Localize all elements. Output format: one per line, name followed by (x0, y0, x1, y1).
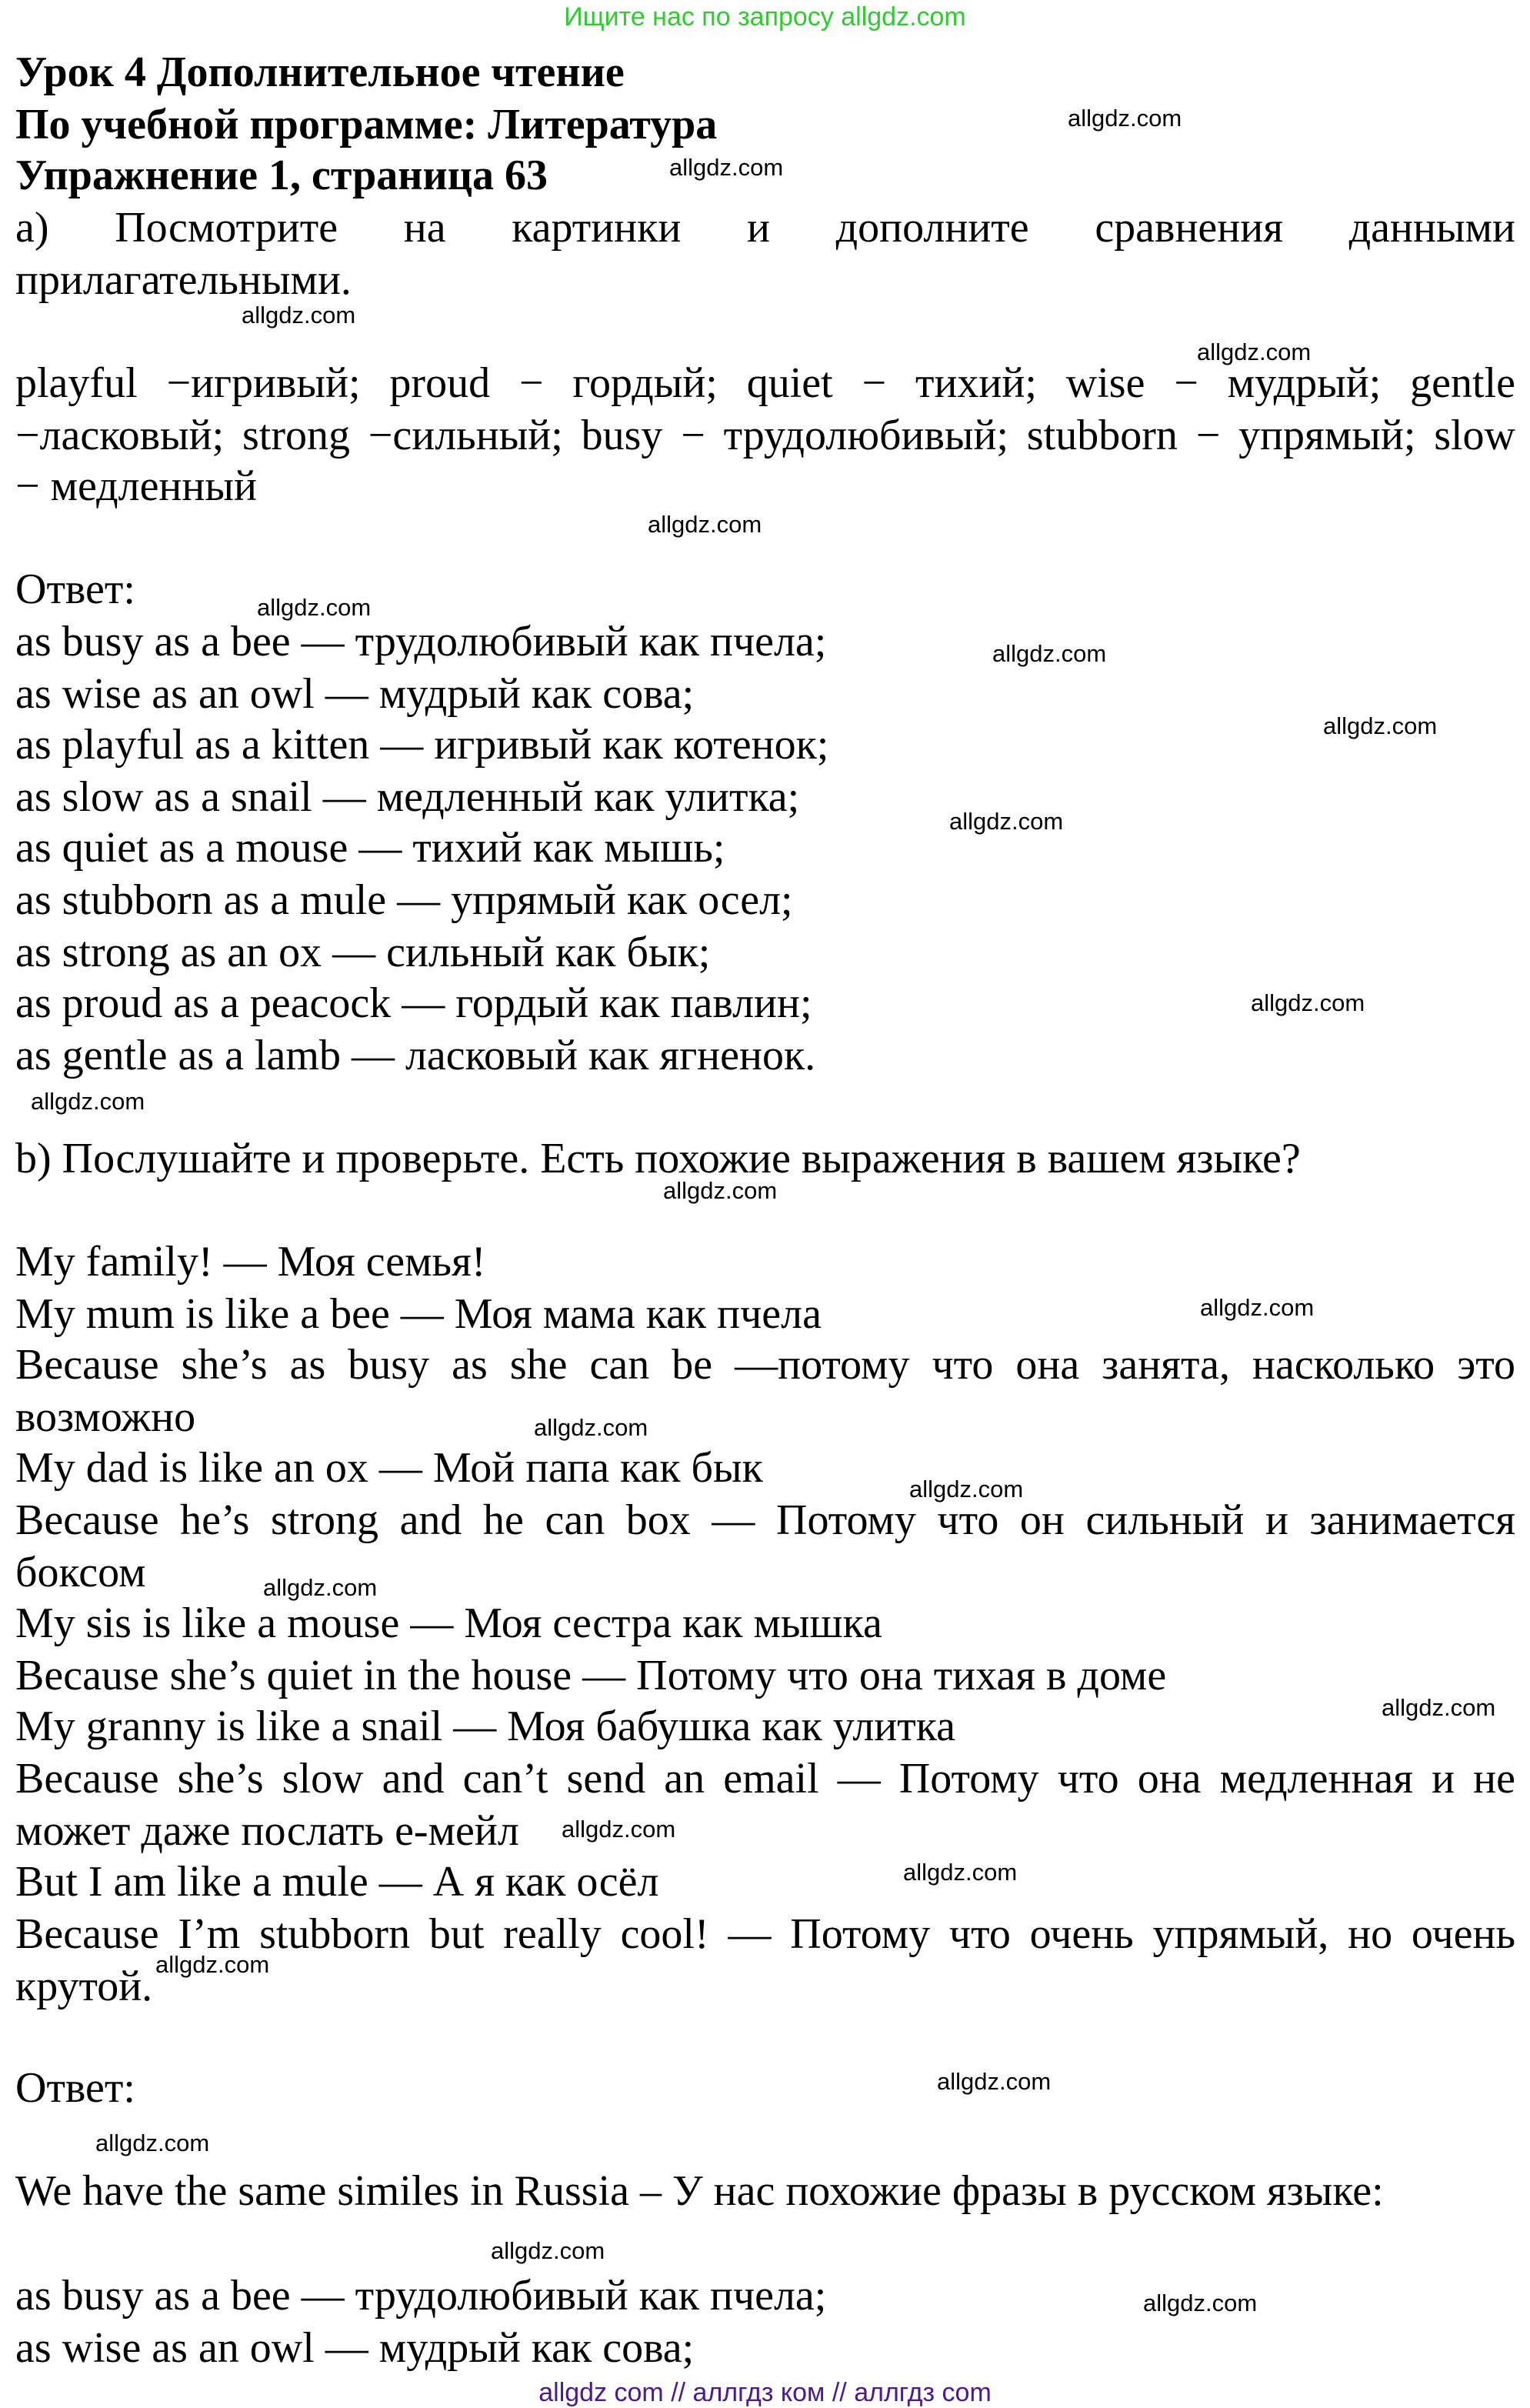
text-line: as strong as an ox — сильный как бык; (15, 929, 711, 976)
text-line: крутой. (15, 1963, 153, 2010)
watermark: allgdz.com (257, 594, 372, 621)
text-line: Because she’s as busy as she can be —потому что она занята, насколько это (15, 1341, 1515, 1389)
watermark: allgdz.com (1323, 712, 1438, 739)
text-line: My granny is like a snail — Моя бабушка как улитка (15, 1703, 955, 1750)
text-line: as slow as a snail — медленный как улитка; (15, 773, 800, 821)
text-line: as wise as an owl — мудрый как сова; (15, 670, 695, 718)
text-line: Because he’s strong and he can box — Потому что он сильный и занимается (15, 1496, 1515, 1544)
text-line: возможно (15, 1393, 196, 1441)
watermark: allgdz.com (903, 1859, 1018, 1886)
text-line: Because I’m stubborn but really cool! — Потому что очень упрямый, но очень (15, 1910, 1515, 1958)
text-line: We have the same similes in Russia – У нас похожие фразы в русском языке: (15, 2167, 1384, 2215)
text-line: as busy as a bee — трудолюбивый как пчела; (15, 618, 827, 665)
search-hint-link[interactable]: Ищите нас по запросу allgdz.com (564, 2, 966, 32)
text-line: as quiet as a mouse — тихий как мышь; (15, 824, 725, 872)
text-line: − медленный (15, 462, 257, 510)
text-line: −ласковый; strong −сильный; busy − трудолюбивый; stubborn − упрямый; slow (15, 412, 1515, 459)
watermark: allgdz.com (562, 1816, 676, 1843)
text-line: as wise as an owl — мудрый как сова; (15, 2324, 695, 2372)
watermark: allgdz.com (992, 640, 1107, 667)
watermark: allgdz.com (909, 1476, 1024, 1502)
watermark: allgdz.com (534, 1414, 648, 1441)
text-line: боксом (15, 1549, 146, 1596)
text-line: playful −игривый; proud − гордый; quiet − тихий; wise − мудрый; gentle (15, 359, 1515, 407)
text-line: My dad is like an ox — Мой папа как бык (15, 1444, 763, 1492)
heading-line: Упражнение 1, страница 63 (15, 152, 548, 199)
watermark: allgdz.com (1143, 2290, 1258, 2316)
text-line: as gentle as a lamb — ласковый как ягненок. (15, 1032, 816, 1079)
watermark: allgdz.com (648, 511, 762, 538)
text-line: as busy as a bee — трудолюбивый как пчела; (15, 2272, 827, 2320)
text-line: Because she’s quiet in the house — Потому что она тихая в доме (15, 1652, 1167, 1699)
heading-line: По учебной программе: Литература (15, 101, 718, 148)
watermark: allgdz.com (937, 2068, 1052, 2095)
text-line: а) Посмотрите на картинки и дополните сравнения данными (15, 204, 1515, 252)
watermark: allgdz.com (95, 2130, 210, 2156)
footer-site-links[interactable]: allgdz com // аллгдз ком // аллгдз com (538, 2378, 992, 2407)
watermark: allgdz.com (263, 1574, 378, 1601)
text-line: Ответ: (15, 565, 135, 613)
text-line: as stubborn as a mule — упрямый как осел; (15, 876, 793, 924)
watermark: allgdz.com (31, 1088, 145, 1115)
watermark: allgdz.com (1382, 1694, 1496, 1721)
watermark: allgdz.com (1197, 339, 1312, 365)
watermark: allgdz.com (155, 1951, 270, 1978)
watermark: allgdz.com (242, 302, 356, 329)
text-line: b) Послушайте и проверьте. Есть похожие выражения в вашем языке? (15, 1135, 1301, 1182)
text-line: as playful as a kitten — игривый как котенок; (15, 721, 829, 769)
text-line: My sis is like a mouse — Моя сестра как мышка (15, 1599, 882, 1647)
watermark: allgdz.com (663, 1177, 778, 1204)
watermark: allgdz.com (491, 2237, 605, 2264)
text-line: as proud as a peacock — гордый как павлин; (15, 979, 812, 1027)
watermark: allgdz.com (949, 808, 1064, 835)
watermark: allgdz.com (1251, 989, 1365, 1016)
watermark: allgdz.com (1200, 1294, 1315, 1321)
text-line: Ответ: (15, 2064, 135, 2112)
watermark: allgdz.com (669, 154, 784, 181)
text-line: Because she’s slow and can’t send an email — Потому что она медленная и не (15, 1755, 1515, 1803)
text-line: My mum is like a bee — Моя мама как пчела (15, 1290, 822, 1338)
text-line: But I am like a mule — А я как осёл (15, 1858, 659, 1906)
text-line: может даже послать е-мейл (15, 1807, 519, 1855)
text-line: My family! — Моя семья! (15, 1238, 486, 1286)
heading-line: Урок 4 Дополнительное чтение (15, 48, 625, 96)
text-line: прилагательными. (15, 256, 352, 304)
watermark: allgdz.com (1068, 105, 1182, 132)
